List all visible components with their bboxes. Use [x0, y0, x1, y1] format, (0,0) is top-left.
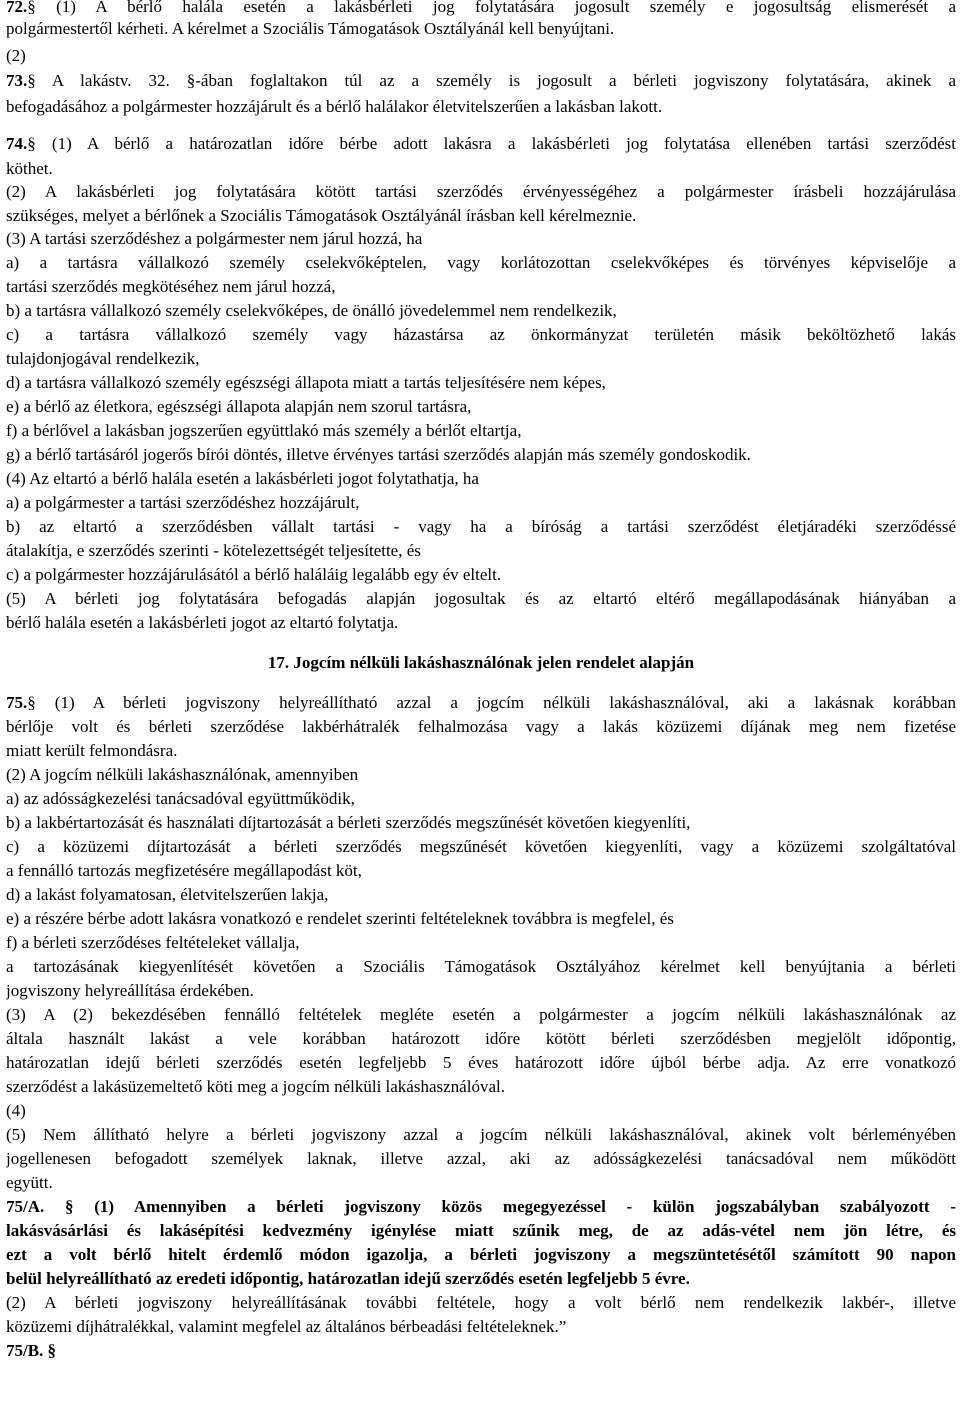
section-heading: 17. Jogcím nélküli lakáshasználónak jelen rendelet alapján [267, 653, 695, 672]
text-line: 75/A. § (1) Amennyiben a bérleti jogviszony közös megegyezéssel - külön jogszabályban szabályozott - [6, 1197, 956, 1216]
text-line: (2) A bérleti jogviszony helyreállításának további feltétele, hogy a volt bérlő nem rendelkezik lakbér-, illetve [6, 1293, 956, 1312]
paragraph-number: 74. [6, 134, 28, 153]
text-line: (2) A lakásbérleti jog folytatására kötött tartási szerződés érvényességéhez a polgármester írásbeli hozzájárulása [6, 182, 956, 201]
text-line: c) a tartásra vállalkozó személy vagy házastársa az önkormányzat területén másik beköltözhető lakás [6, 325, 956, 344]
text-line: jogviszony helyreállítása érdekében. [6, 981, 254, 1000]
text-line: lakásvásárlási és lakásépítési kedvezmény igénylése miatt szűnik meg, de az adás-vétel nem jön létre, és [6, 1221, 956, 1240]
text-line: a tartozásának kiegyenlítését követően a Szociális Támogatások Osztályához kérelmet kell benyújtania a bérleti [6, 957, 956, 976]
text-line: b) a tartásra vállalkozó személy cselekvőképes, de önálló jövedelemmel nem rendelkezik, [6, 301, 617, 320]
text-line: 75.§ (1) A bérleti jogviszony helyreállítható azzal a jogcím nélküli lakáshasználóval, aki a lakásnak korábban [6, 693, 956, 712]
text-line: f) a bérleti szerződéses feltételeket vállalja, [6, 933, 300, 952]
text-line: (4) [6, 1101, 26, 1120]
text-line: 73.§ A lakástv. 32. §-ában foglaltakon túl az a személy is jogosult a bérleti jogviszony folytatására, akinek a [6, 71, 956, 90]
text-line: (5) Nem állítható helyre a bérleti jogviszony azzal a jogcím nélküli lakáshasználóval, akinek volt bérleményében [6, 1125, 956, 1144]
text-line: e) a bérlő az életkora, egészségi állapota alapján nem szorul tartásra, [6, 397, 472, 416]
text-line: tartási szerződés megkötéséhez nem járul hozzá, [6, 277, 336, 296]
paragraph-number: 75. [6, 693, 28, 712]
paragraph-number: 73. [6, 71, 28, 90]
text-line: együtt. [6, 1173, 53, 1192]
text-line: c) a polgármester hozzájárulásától a bérlő haláláig legalább egy év eltelt. [6, 565, 502, 584]
text-line: g) a bérlő tartásáról jogerős bírói döntés, illetve érvényes tartási szerződés alapján más személy gondoskodik. [6, 445, 751, 464]
text-line: szükséges, melyet a bérlőnek a Szociális Támogatások Osztályánál írásban kell kérelmeznie. [6, 206, 637, 225]
text-line: bérlője volt és bérleti szerződése lakbérhátralék felhalmozása vagy a lakás közüzemi díjának meg nem fizetése [6, 717, 956, 736]
text-line: (3) A (2) bekezdésében fennálló feltételek megléte esetén a polgármester a jogcím nélküli lakáshasználónak az [6, 1005, 956, 1024]
text-line: a) az adósságkezelési tanácsadóval együttműködik, [6, 789, 355, 808]
text-line: (2) [6, 46, 26, 65]
text-line: miatt került felmondásra. [6, 741, 178, 760]
text-line: átalakítja, e szerződés szerinti - kötelezettségét teljesítette, és [6, 541, 421, 560]
text-line: határozatlan idejű bérleti szerződés esetén legfeljebb 5 éves határozott időre újból bérbe adja. Az erre vonatkozó [6, 1053, 956, 1072]
text-line: 74.§ (1) A bérlő a határozatlan időre bérbe adott lakásra a lakásbérleti jog folytatása ellenében tartási szerződést [6, 134, 956, 153]
text-line: (5) A bérleti jog folytatására befogadás alapján jogosultak és az eltartó eltérő megállapodásának hiányában a [6, 589, 956, 608]
text-line: általa használt lakást a vele korábban határozott időre kötött bérleti szerződésben megjelölt időpontig, [6, 1029, 956, 1048]
text-line: szerződést a lakásüzemeltető köti meg a jogcím nélküli lakáshasználóval. [6, 1077, 505, 1096]
text-line: (2) A jogcím nélküli lakáshasználónak, amennyiben [6, 765, 359, 784]
text-line: b) az eltartó a szerződésben vállalt tartási - vagy ha a bíróság a tartási szerződést életjáradéki szerződéssé [6, 517, 956, 536]
text-line: a fennálló tartozás megfizetésére megállapodást köt, [6, 861, 362, 880]
text-line: e) a részére bérbe adott lakásra vonatkozó e rendelet szerinti feltételeknek továbbra is megfelel, és [6, 909, 674, 928]
text-line: bérlő halála esetén a lakásbérleti jogot az eltartó folytatja. [6, 613, 399, 632]
text-line: 72.§ (1) A bérlő halála esetén a lakásbérleti jog folytatására jogosult személy e jogosultság elismerését a [6, 0, 956, 18]
text-line: d) a tartásra vállalkozó személy egészségi állapota miatt a tartás teljesítésére nem képes, [6, 373, 606, 392]
text-line: ezt a volt bérlő hitelt érdemlő módon igazolja, a bérleti jogviszony a megszüntetésétől számított 90 napon [6, 1245, 956, 1264]
text-line: c) a közüzemi díjtartozását a bérleti szerződés megszűnését követően kiegyenlíti, vagy a közüzemi szolgáltatóval [6, 837, 956, 856]
text-line: közüzemi díjhátralékkal, valamint megfelel az általános bérbeadási feltételeknek.” [6, 1317, 567, 1336]
text-line: köthet. [6, 159, 53, 178]
text-line: jogellenesen befogadott személyek laknak, illetve azzal, aki az adósságkezelési tanácsadóval nem működött [6, 1149, 956, 1168]
text-line: 75/B. § [6, 1341, 57, 1360]
text-line: befogadásához a polgármester hozzájárult és a bérlő halálakor életvitelszerűen a lakásban lakott. [6, 97, 663, 116]
text-line: belül helyreállítható az eredeti időpontig, határozatlan idejű szerződés esetén legfeljebb 5 évre. [6, 1269, 690, 1288]
text-line: polgármestertől kérheti. A kérelmet a Szociális Támogatások Osztályánál kell benyújtani. [6, 19, 615, 38]
paragraph-number: 72. [6, 0, 28, 16]
text-line: (3) A tartási szerződéshez a polgármester nem járul hozzá, ha [6, 229, 423, 248]
text-line: b) a lakbértartozását és használati díjtartozását a bérleti szerződés megszűnését követően kiegyenlíti, [6, 813, 691, 832]
text-line: (4) Az eltartó a bérlő halála esetén a lakásbérleti jogot folytathatja, ha [6, 469, 479, 488]
text-line: a) a polgármester a tartási szerződéshez hozzájárult, [6, 493, 360, 512]
text-line: f) a bérlővel a lakásban jogszerűen együttlakó más személy a bérlőt eltartja, [6, 421, 522, 440]
text-line: d) a lakást folyamatosan, életvitelszerűen lakja, [6, 885, 329, 904]
text-line: tulajdonjogával rendelkezik, [6, 349, 200, 368]
text-line: a) a tartásra vállalkozó személy cselekvőképtelen, vagy korlátozottan cselekvőképes és törvényes képviselője a [6, 253, 956, 272]
